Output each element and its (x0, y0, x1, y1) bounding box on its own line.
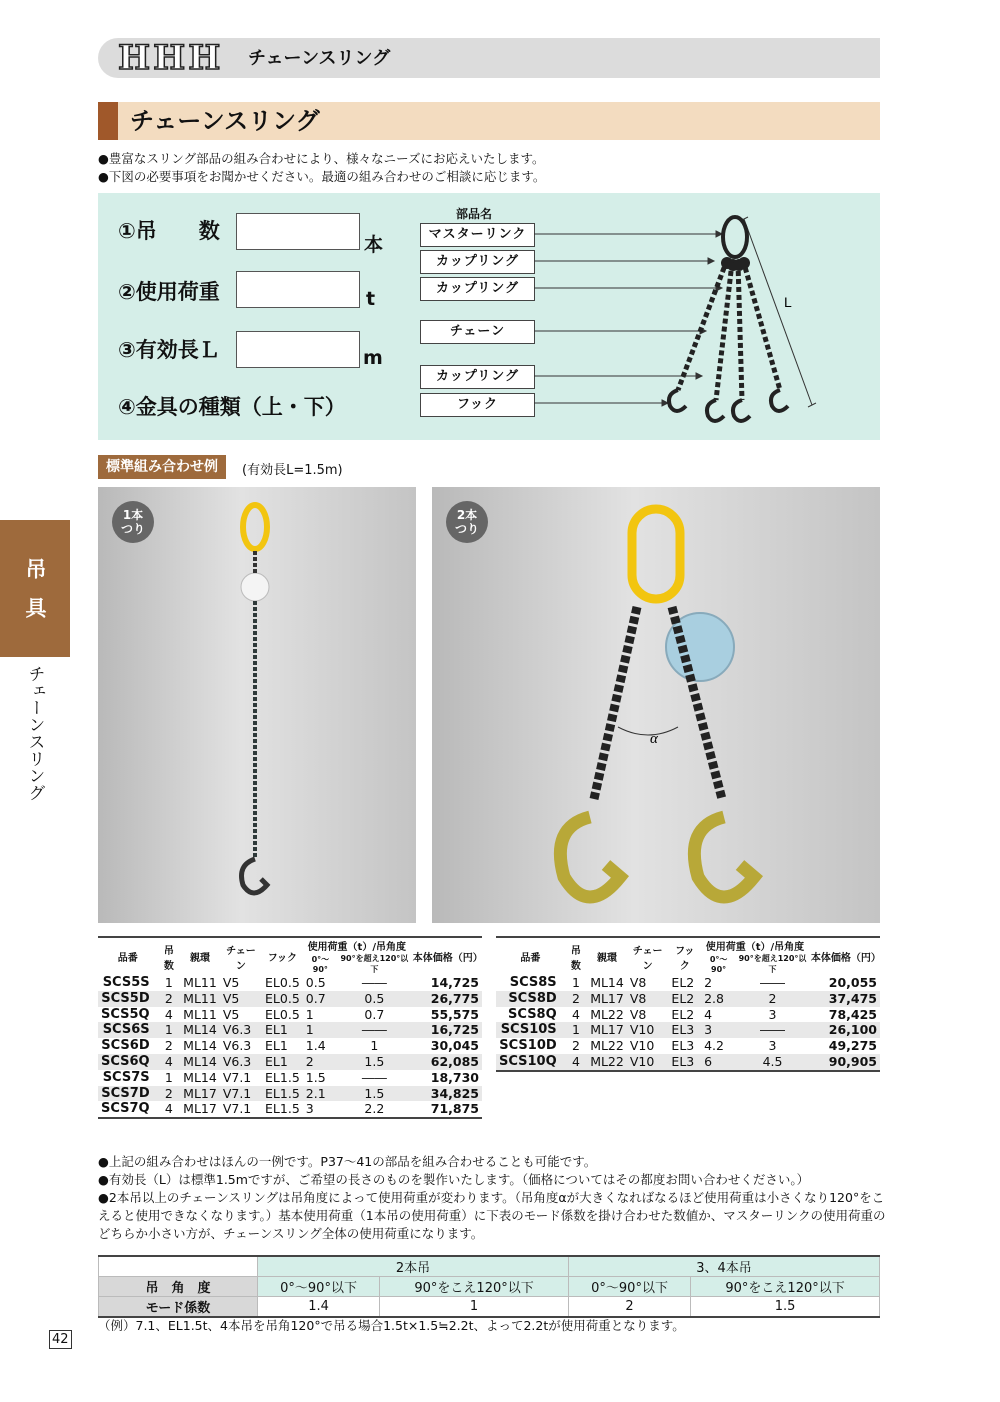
cell-a: 2.8 (701, 991, 736, 1007)
mode-coefficient-table: 2本吊 3、4本吊 吊 角 度 0°～90°以下 90°をこえ120°以下 0°～90°以下 90°をこえ120°以下 モード係数 1.4 1 2 1.5 (98, 1255, 880, 1318)
sling-diagram (530, 205, 830, 435)
cell-a: 2 (704, 975, 713, 990)
form-label-load: ②使用荷重 (118, 280, 220, 304)
photo-double-sling (432, 487, 880, 923)
form-label-fittings: ④金具の種類（上・下） (118, 395, 346, 419)
cell-b: ―― (361, 1069, 387, 1085)
cell-price: 26,775 (411, 991, 482, 1007)
cell-a: 4 (704, 1006, 713, 1022)
badge-double: 2本 つり (446, 501, 488, 543)
table-row (98, 1086, 482, 1102)
side-tab-subcategory: チェーンスリング (24, 665, 45, 801)
note-1: ●上記の組み合わせはほんの一例です。P37～41の部品を組み合わせることも可能です。 (98, 1154, 597, 1169)
cell-hk: EL1.5 (262, 1086, 303, 1102)
cell-ch: V7.1 (220, 1101, 262, 1118)
table-row (98, 1007, 482, 1023)
single-sling-image (98, 487, 416, 923)
cell-code: SCS10Q (496, 1054, 565, 1071)
part-coupling-3: カップリング (420, 365, 535, 389)
cell-hk: EL3 (668, 1054, 701, 1071)
cell-price: 20,055 (828, 975, 877, 990)
table-row (496, 991, 880, 1007)
cell-n: 1 (158, 1022, 181, 1038)
cell-ch: V6.3 (220, 1054, 262, 1070)
cell-hk: EL1 (262, 1054, 303, 1070)
cell-n: 1 (565, 1022, 588, 1038)
cell-code: SCS8Q (508, 1006, 557, 1022)
cell-ch: V5 (220, 991, 262, 1007)
cell-ml: ML22 (587, 1054, 627, 1071)
cell-hk: EL1 (262, 1022, 303, 1038)
cell-a: 4.2 (704, 1038, 724, 1054)
brand-logo: HHH (118, 38, 224, 78)
part-hook: フック (420, 393, 535, 417)
note-2: ●有効長（L）は標準1.5mですが、ご希望の長さのものを製作いたします。（価格についてはその都度お問い合わせください。） (98, 1172, 810, 1187)
standard-tag: 標準組み合わせ例 (98, 455, 226, 479)
cell-hk: EL2 (671, 975, 695, 990)
cell-ml: ML11 (180, 991, 220, 1007)
cell-n: 2 (571, 1038, 580, 1054)
table-row (98, 1054, 482, 1070)
form-label-length: ③有効長Ｌ (118, 338, 220, 362)
form-label-count: ①吊 数 (118, 219, 220, 243)
intro-line-1: ●豊富なスリング部品の組み合わせにより、様々なニーズにお応えいたします。 (98, 151, 545, 166)
part-chain: チェーン (420, 320, 535, 344)
cell-code: SCS10S (496, 1022, 565, 1038)
cell-code: SCS5Q (101, 1006, 150, 1022)
cell-n: 4 (158, 1101, 181, 1118)
cell-b: ―― (361, 975, 387, 990)
header-title: チェーンスリング (248, 48, 391, 69)
cell-b: 1.5 (338, 1054, 411, 1070)
photo-single-sling (98, 487, 416, 923)
page-number: 42 (49, 1330, 72, 1349)
cell-a: 0.7 (303, 991, 338, 1007)
diagram-length-label: L (784, 294, 792, 310)
cell-price: 71,875 (411, 1101, 482, 1118)
length-input[interactable] (236, 331, 360, 368)
cell-ch: V7.1 (222, 1069, 252, 1085)
part-master-link: マスターリンク (420, 223, 535, 247)
cell-hk: EL3 (668, 1022, 701, 1038)
cell-a: 1 (303, 1022, 338, 1038)
cell-code: SCS8S (509, 975, 557, 990)
cell-b: 0.5 (338, 991, 411, 1007)
table-row (98, 975, 482, 991)
table-row (98, 1070, 482, 1086)
cell-ml: ML17 (587, 991, 627, 1007)
section-title: チェーンスリング (130, 107, 320, 135)
cell-hk: EL0.5 (265, 1006, 300, 1022)
cell-n: 4 (158, 1054, 181, 1070)
cell-ch: V5 (222, 975, 240, 990)
cell-price: 90,905 (809, 1054, 880, 1071)
cell-price: 18,730 (430, 1069, 479, 1085)
cell-b: ―― (338, 1022, 411, 1038)
cell-ml: ML14 (183, 1038, 217, 1054)
count-input[interactable] (236, 213, 360, 250)
cell-ch: V10 (627, 1054, 669, 1071)
cell-a: 3 (701, 1022, 736, 1038)
cell-code: SCS8D (496, 991, 565, 1007)
table-row (98, 1022, 482, 1038)
cell-code: SCS7D (98, 1086, 158, 1102)
cell-ch: V10 (629, 1038, 655, 1054)
note-3: ●2本吊以上のチェーンスリングは吊角度によって使用荷重が変わります。（吊角度αが大きくなればなるほど使用荷重は小さくなり120°をこえると使用できなくなります。）基本使用荷重（1本吊の使用荷重）に下表のモード係数を掛け合わせた数値か、マスターリンクの使用荷重のどちらか小さい方が、チェーンスリング全体の使用荷重になります。 (98, 1190, 886, 1241)
section-title-marker (98, 102, 118, 140)
cell-code: SCS6S (98, 1022, 158, 1038)
cell-price: 62,085 (411, 1054, 482, 1070)
table-row (98, 1038, 482, 1054)
cell-ch: V10 (627, 1022, 669, 1038)
cell-price: 26,100 (809, 1022, 880, 1038)
count-unit: 本 (364, 234, 384, 256)
cell-b: 0.7 (364, 1006, 385, 1022)
table-row (496, 1054, 880, 1071)
cell-a: 3 (303, 1101, 338, 1118)
cell-ch: V8 (629, 1006, 647, 1022)
cell-b: 1.5 (338, 1086, 411, 1102)
cell-ml: ML17 (180, 1101, 220, 1118)
cell-ch: V8 (629, 975, 647, 990)
cell-code: SCS10D (499, 1038, 557, 1054)
cell-ml: ML17 (180, 1086, 220, 1102)
cell-hk: EL0.5 (262, 991, 303, 1007)
cell-code: SCS6D (101, 1038, 150, 1054)
cell-ml: ML14 (590, 975, 624, 990)
cell-b: ―― (760, 975, 785, 990)
cell-n: 1 (164, 975, 173, 990)
cell-a: 0.5 (305, 975, 326, 990)
cell-a: 2.1 (303, 1086, 338, 1102)
cell-ch: V6.3 (220, 1022, 262, 1038)
cell-ml: ML22 (590, 1038, 624, 1054)
cell-n: 1 (164, 1069, 173, 1085)
cell-n: 2 (565, 991, 588, 1007)
cell-hk: EL3 (671, 1038, 695, 1054)
cell-b: 3 (768, 1038, 777, 1054)
cell-ml: ML17 (587, 1022, 627, 1038)
cell-ml: ML14 (180, 1054, 220, 1070)
cell-price: 49,275 (828, 1038, 877, 1054)
cell-n: 2 (164, 1038, 173, 1054)
cell-a: 1 (305, 1006, 314, 1022)
cell-price: 55,575 (430, 1006, 479, 1022)
cell-b: 1 (370, 1038, 379, 1054)
table-row (496, 975, 880, 991)
cell-hk: EL1 (265, 1038, 288, 1054)
angle-label: α (650, 731, 658, 747)
cell-price: 37,475 (809, 991, 880, 1007)
cell-a: 2 (303, 1054, 338, 1070)
example-note: （例）7.1、EL1.5t、4本吊を吊角120°で吊る場合1.5t×1.5≒2.2t、よって2.2tが使用荷重となります。 (98, 1318, 685, 1333)
cell-ml: ML14 (183, 1069, 217, 1085)
cell-price: 78,425 (828, 1006, 877, 1022)
cell-n: 4 (565, 1054, 588, 1071)
cell-ml: ML11 (183, 1006, 217, 1022)
double-sling-image (432, 487, 880, 923)
cell-a: 1.5 (305, 1069, 326, 1085)
cell-b: ―― (736, 1022, 809, 1038)
parts-header: 部品名 (456, 207, 493, 221)
length-unit: m (363, 347, 383, 369)
cell-code: SCS7Q (98, 1101, 158, 1118)
cell-b: 4.5 (736, 1054, 809, 1071)
cell-n: 1 (571, 975, 580, 990)
table-row (496, 1007, 880, 1023)
intro-line-2: ●下図の必要事項をお聞かせください。最適の組み合わせのご相談に応じます。 (98, 169, 546, 184)
cell-b: 3 (768, 1006, 777, 1022)
cell-price: 16,725 (411, 1022, 482, 1038)
side-tab-category: 吊具 (0, 520, 70, 657)
standard-note: (有効長L=1.5m) (242, 463, 343, 478)
cell-price: 30,045 (430, 1038, 479, 1054)
cell-hk: EL1.5 (262, 1101, 303, 1118)
cell-ch: V5 (222, 1006, 240, 1022)
table-row (496, 1038, 880, 1054)
table-row (496, 1022, 880, 1038)
cell-code: SCS6Q (98, 1054, 158, 1070)
part-coupling-2: カップリング (420, 277, 535, 301)
load-unit: t (366, 288, 376, 310)
cell-ch: V7.1 (220, 1086, 262, 1102)
part-coupling-1: カップリング (420, 250, 535, 274)
cell-n: 2 (158, 991, 181, 1007)
table-row (98, 991, 482, 1007)
cell-ml: ML14 (180, 1022, 220, 1038)
cell-b: 2.2 (338, 1101, 411, 1118)
product-table-left: 品番 吊数 親環 チェーン フック 使用荷重（t）/吊角度 本体価格（円） 0°～90° 90°を超え120°以下 SCS5S 1 ML11 V5 EL0.5 0.5 ―― 14,725 SCS5D 2 ML11 V5 EL0.5 0.7 0.5 26,775 SCS5Q 4 ML11 V5 EL0.5 1 0.7 55,575 SCS6S 1 ML14 V6.3 EL1 1 ―― 16,725 SCS6D 2 ML14 V6.3 EL1 1.4 1 30,045 SCS6Q 4 ML14 V6.3 EL1 2 1.5 62,085 SCS7S 1 ML14 V7.1 EL1.5 1.5 ―― 18,730 SCS7D 2 ML17 V7.1 EL1.5 2.1 1.5 34,825 SCS7Q 4 ML17 V7.1 EL1.5 3 2.2 71,875 (98, 936, 482, 1119)
cell-ml: ML11 (183, 975, 217, 990)
cell-code: SCS5S (102, 975, 150, 990)
cell-hk: EL0.5 (265, 975, 300, 990)
cell-b: 2 (736, 991, 809, 1007)
load-input[interactable] (236, 271, 360, 308)
table-row (98, 1101, 482, 1118)
product-table-right: 品番 吊数 親環 チェーン フック 使用荷重（t）/吊角度 本体価格（円） 0°～90° 90°を超え120°以下 SCS8S 1 ML14 V8 EL2 2 ―― 20,055 SCS8D 2 ML17 V8 EL2 2.8 2 37,475 SCS8Q 4 ML22 V8 EL2 4 3 78,425 SCS10S 1 ML17 V10 EL3 3 ―― 26,100 SCS10D 2 ML22 V10 EL3 4.2 3 49,275 SCS10Q 4 ML22 V10 EL3 6 4.5 90,905 (496, 936, 880, 1072)
badge-single: 1本 つり (112, 501, 154, 543)
cell-ml: ML22 (590, 1006, 624, 1022)
cell-price: 14,725 (430, 975, 479, 990)
cell-a: 6 (701, 1054, 736, 1071)
cell-hk: EL1.5 (265, 1069, 300, 1085)
notes (98, 1153, 888, 1243)
cell-hk: EL2 (671, 1006, 695, 1022)
cell-ch: V8 (627, 991, 669, 1007)
cell-a: 1.4 (305, 1038, 326, 1054)
cell-price: 34,825 (411, 1086, 482, 1102)
cell-ch: V6.3 (222, 1038, 252, 1054)
cell-code: SCS5D (98, 991, 158, 1007)
cell-n: 4 (164, 1006, 173, 1022)
cell-hk: EL2 (668, 991, 701, 1007)
cell-n: 2 (158, 1086, 181, 1102)
cell-code: SCS7S (102, 1069, 150, 1085)
cell-n: 4 (571, 1006, 580, 1022)
